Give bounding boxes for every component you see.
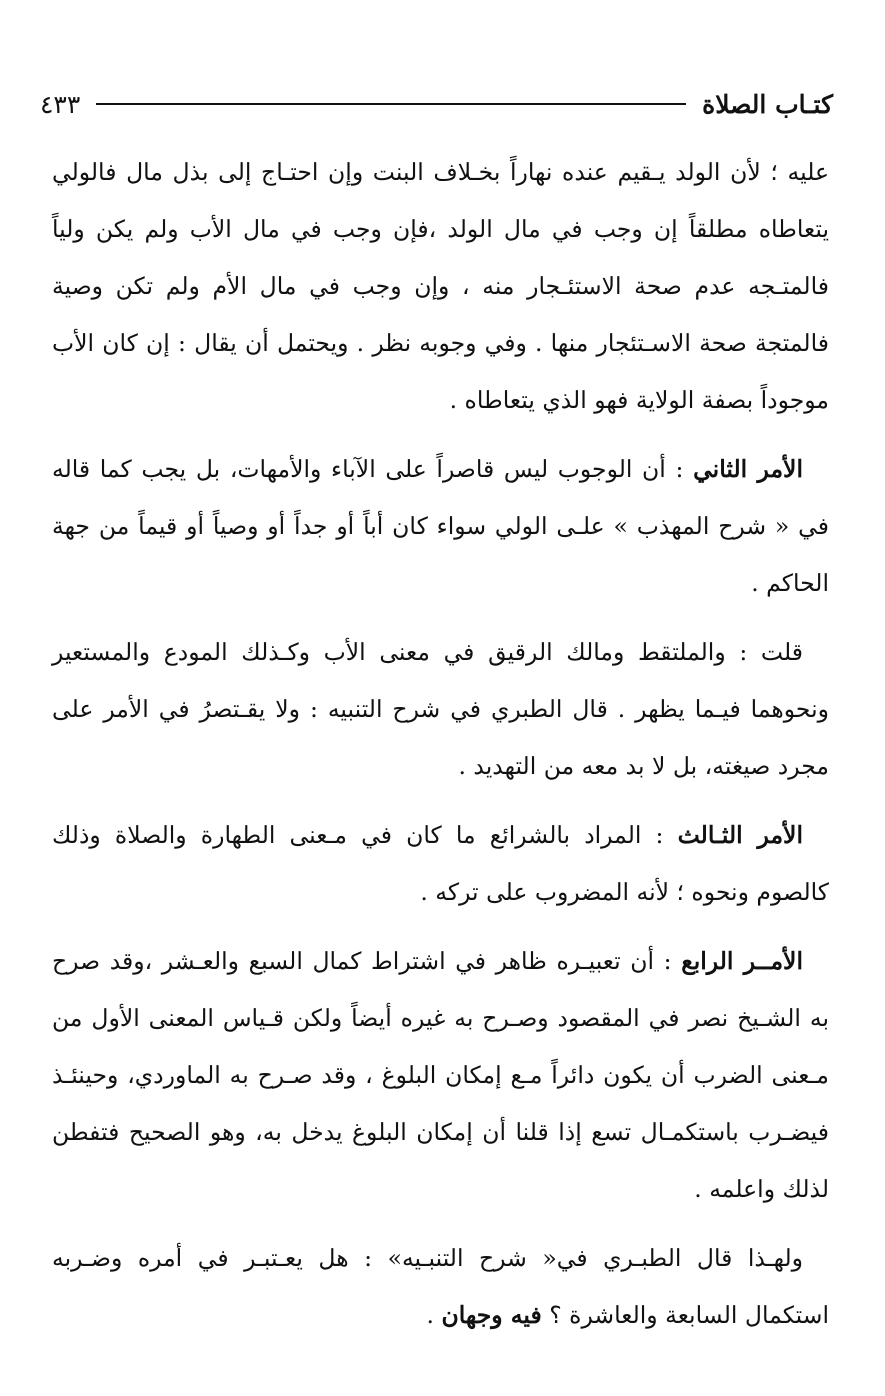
page-number: ٤٣٣: [40, 89, 81, 119]
running-header: [40, 84, 833, 124]
section-term: الأمر الثـالث: [677, 821, 803, 849]
paragraph-tabari: [52, 1230, 829, 1344]
paragraph-qultu: [52, 624, 829, 795]
paragraph-continuation: [52, 144, 829, 429]
paragraph-text: : أن تعبيـره ظاهر في اشتراط كمال السبع والعـشر ،وقد صرح به الشـيخ نصر في المقصود وصـرح به غيره أيضاً ولكن قـياس المعنى الأول من مـعنى الضرب أن يكون دائراً مـع إمكان البلوغ ، وقد صـرح به الماوردي، وحينئـذ فيضـرب باستكمـال تسع إذا قلنا أن إمكان البلوغ يدخل به، وهو الصحيح فتفطن لذلك واعلمه .: [52, 947, 829, 1203]
running-title: كتـاب الصلاة: [702, 89, 833, 119]
paragraph-text: : المراد بالشرائع ما كان في مـعنى الطهارة والصلاة وذلك كالصوم ونحوه ؛ لأنه المضروب على تركه .: [52, 821, 829, 906]
paragraph-tail: .: [426, 1301, 442, 1329]
paragraph-text: عليه ؛ لأن الولد يـقيم عنده نهاراً بخـلاف البنت وإن احتـاج إلى بذل مال فالولي يتعاطاه مطلقاً إن وجب في مال الولد ،فإن وجب في مال الأب ولم يكن ولياً فالمتـجه عدم صحة الاستئـجار منه ، وإن وجب في مال الأم ولم تكن وصية فالمتجة صحة الاسـتئجار منها . وفي وجوبه نظر . ويحتمل أن يقال : إن كان الأب موجوداً بصفة الولاية فهو الذي يتعاطاه .: [52, 158, 829, 414]
section-term: الأمــر الرابع: [681, 947, 803, 975]
paragraph-fourth-matter: [52, 933, 829, 1218]
paragraph-second-matter: [52, 441, 829, 612]
paragraph-third-matter: [52, 807, 829, 921]
emphasis-text: فيه وجهان: [441, 1301, 542, 1329]
section-term: الأمر الثاني: [693, 455, 803, 483]
paragraph-text: : أن الوجوب ليس قاصراً على الآباء والأمهات، بل يجب كما قاله في « شرح المهذب » علـى الولي سواء كان أباً أو جداً أو وصياً أو قيماً من جهة الحاكم .: [52, 455, 829, 597]
header-rule: [96, 103, 686, 105]
paragraph-text: ولهـذا قال الطبـري في« شرح التنبـيه» : هل يعـتبـر في أمره وضـربه استكمال السابعة والعاشرة ؟: [52, 1244, 829, 1329]
body-text: [52, 144, 829, 1356]
paragraph-text: قلت : والملتقط ومالك الرقيق في معنى الأب وكـذلك المودع والمستعير ونحوهما فيـما يظهر . قال الطبري في شرح التنبيه : ولا يقـتصرُ في الأمر على مجرد صيغته، بل لا بد معه من التهديد .: [52, 638, 829, 780]
